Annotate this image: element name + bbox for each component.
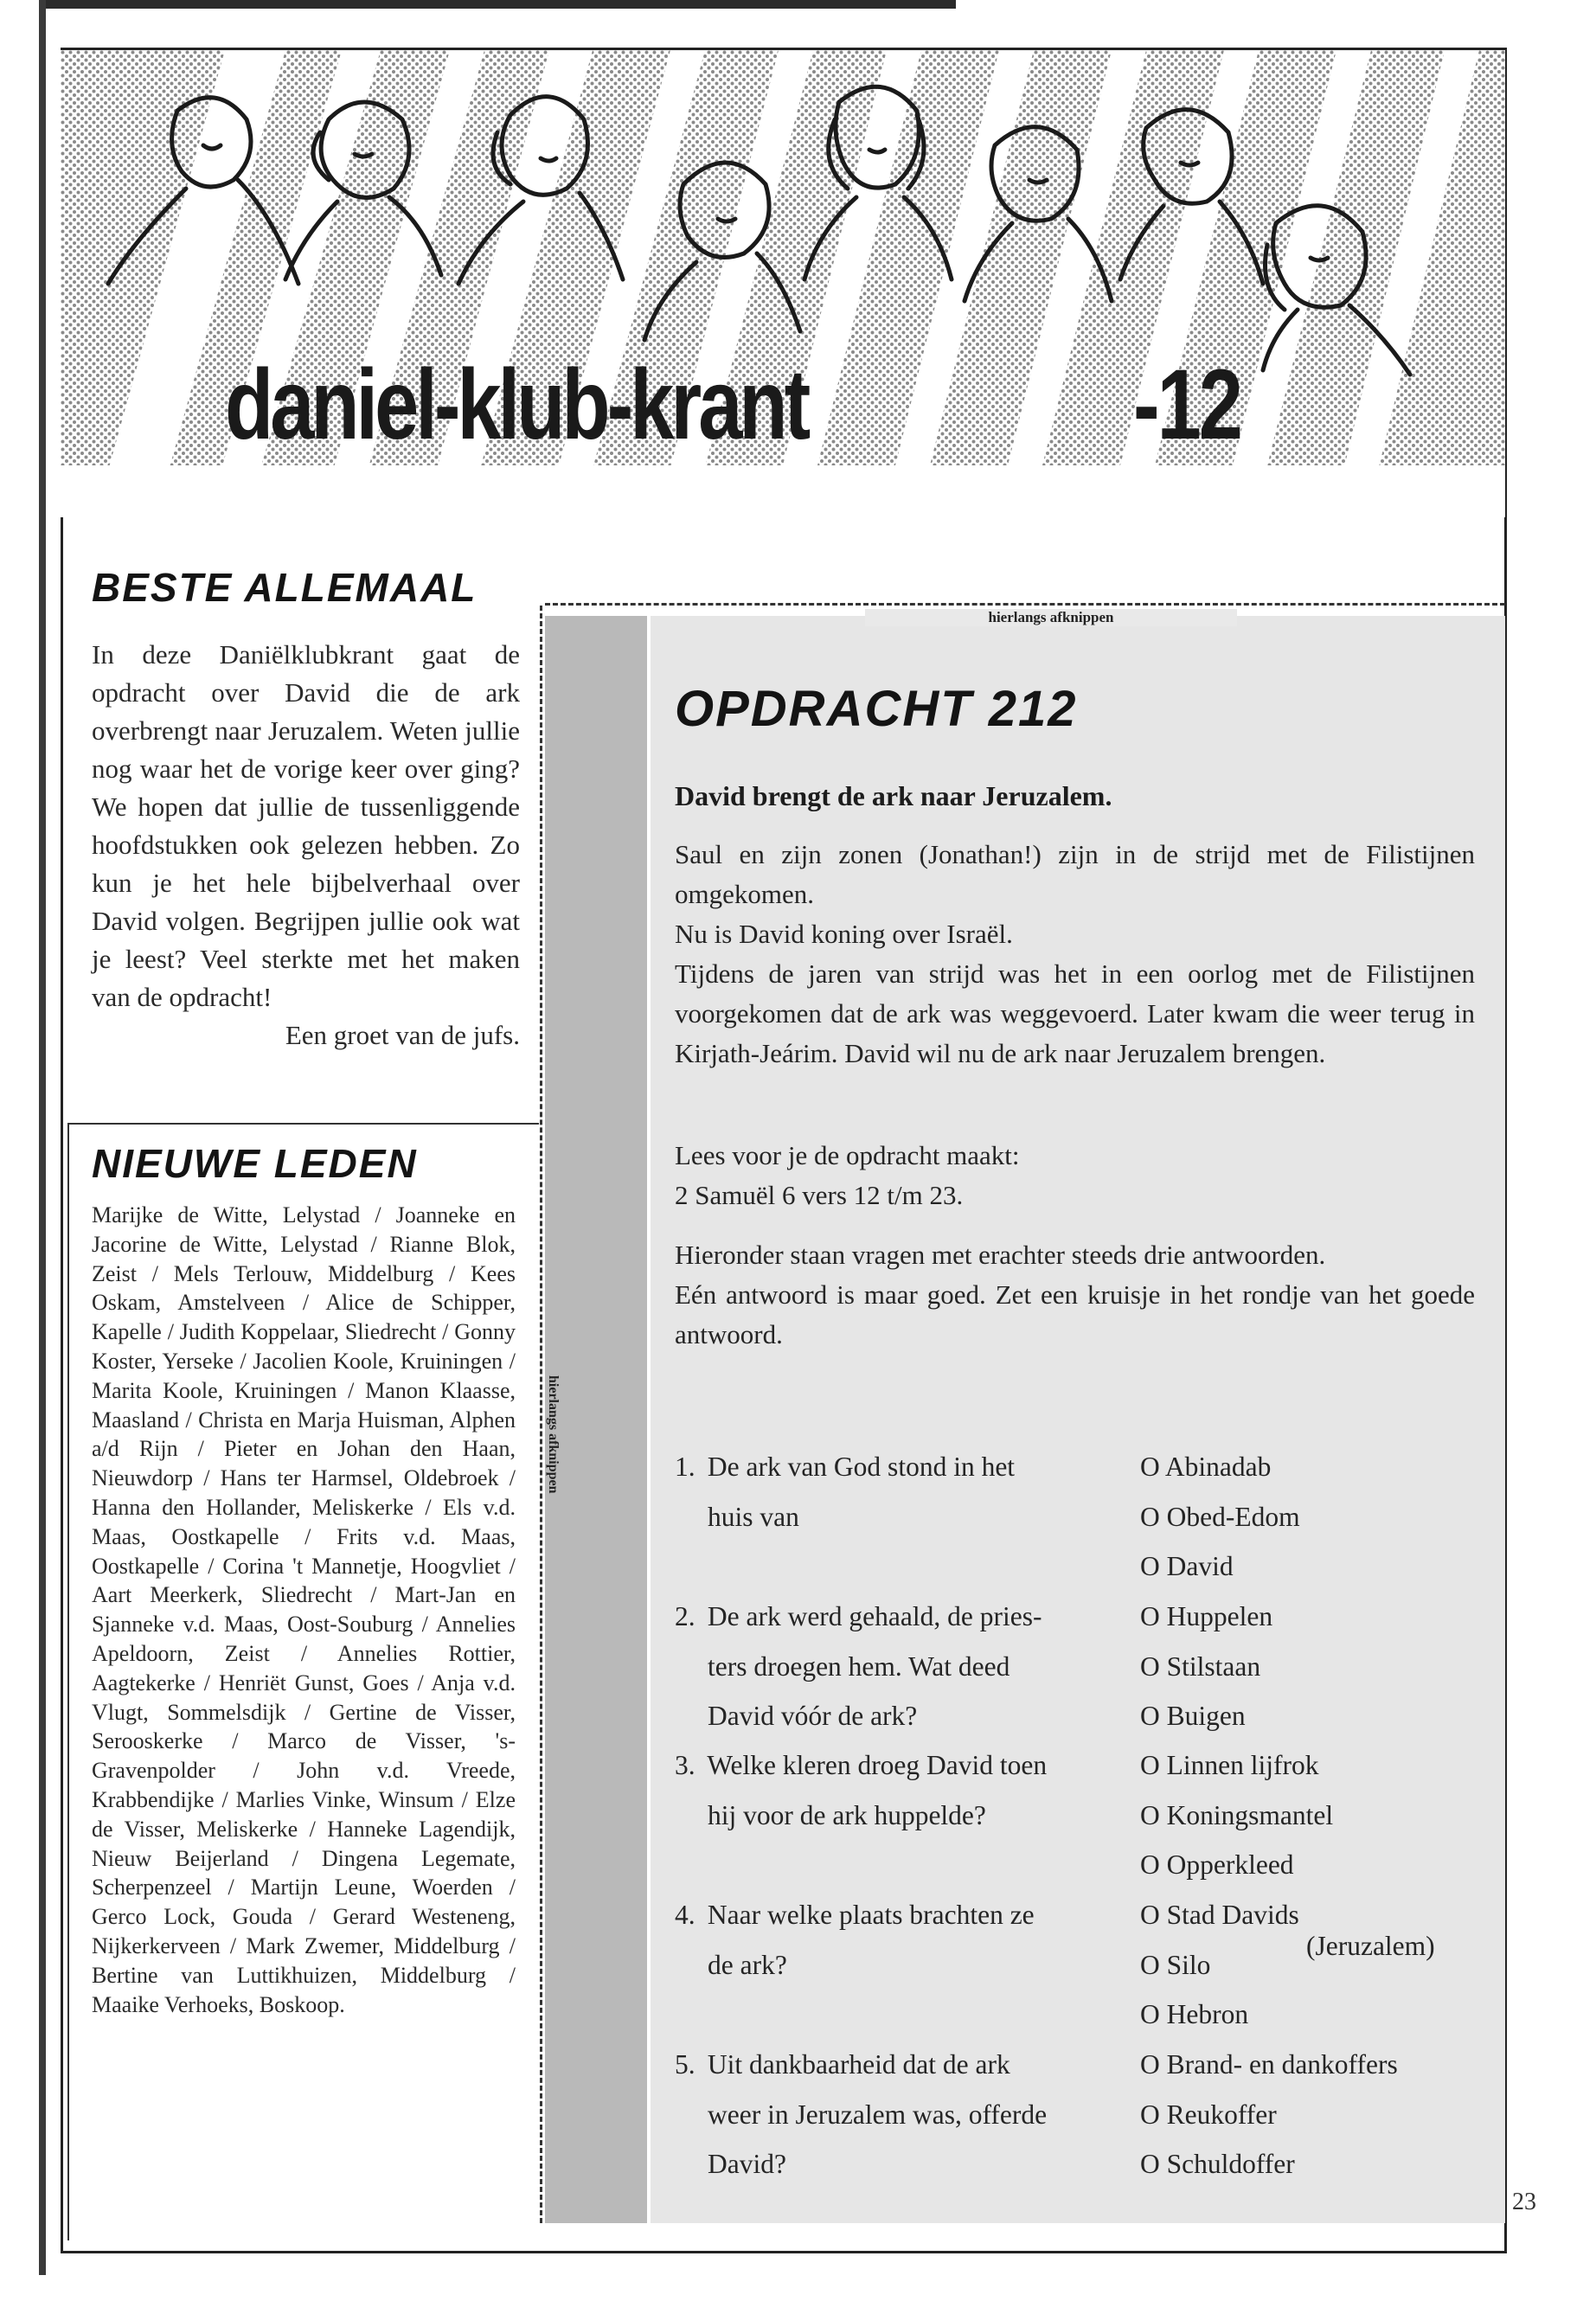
beste-allemaal-signoff: Een groet van de jufs.: [285, 1020, 520, 1050]
question-line: De ark van God stond in het: [707, 1452, 1016, 1482]
question-number: 5.: [675, 2049, 695, 2080]
answer-options-3: [1140, 1740, 1333, 1890]
question-3: [675, 1740, 1125, 1840]
question-5: [675, 2040, 1125, 2189]
answer-options-5: [1140, 2040, 1398, 2189]
answer-options-2: [1140, 1592, 1272, 1741]
issue-number: -12: [1133, 349, 1240, 460]
answer-option[interactable]: O Koningsmantel: [1140, 1799, 1334, 1830]
question-line: Naar welke plaats brachten ze: [707, 1900, 1035, 1930]
answer-option[interactable]: O Opperkleed: [1140, 1849, 1294, 1880]
question-number: 2.: [675, 1601, 695, 1631]
stad-davids-note: (Jeruzalem): [1306, 1931, 1435, 1961]
beste-allemaal-heading: BESTE ALLEMAAL: [92, 565, 478, 610]
answer-option[interactable]: O Brand- en dankoffers: [1140, 2049, 1398, 2080]
cut-label-horizontal: hierlangs afknippen: [865, 609, 1237, 626]
question-number: 3.: [675, 1750, 695, 1780]
question-number: 4.: [675, 1900, 695, 1930]
answer-option[interactable]: O Stad Davids: [1140, 1900, 1299, 1930]
answer-option[interactable]: O David: [1140, 1551, 1234, 1581]
instruction-paragraph: Eén antwoord is maar goed. Zet een kruisje in het rondje van het goede antwoord.: [675, 1279, 1475, 1349]
instructions: [675, 1235, 1475, 1355]
masthead-title: daniel-klub-krant: [225, 349, 808, 460]
opdracht-subtitle: David brengt de ark naar Jeruzalem.: [675, 780, 1112, 811]
answer-option[interactable]: O Silo: [1140, 1949, 1211, 1980]
page-number: 23: [1512, 2189, 1536, 2215]
question-line: Welke kleren droeg David toen: [707, 1750, 1048, 1780]
answer-option[interactable]: O Obed-Edom: [1140, 1501, 1300, 1532]
answer-option[interactable]: O Hebron: [1140, 1999, 1249, 2029]
nieuwe-leden-heading: NIEUWE LEDEN: [92, 1141, 418, 1186]
answer-option[interactable]: O Stilstaan: [1140, 1650, 1261, 1682]
answer-option[interactable]: O Reukoffer: [1140, 2099, 1277, 2130]
question-line: huis van: [708, 1501, 799, 1532]
instruction-paragraph: Hieronder staan vragen met erachter steeds drie antwoorden.: [675, 1240, 1326, 1270]
intro-paragraph: Nu is David koning over Israël.: [675, 919, 1013, 949]
scan-edge-top: [39, 0, 956, 9]
cut-label-vertical: hierlangs afknippen: [546, 1375, 561, 1494]
answer-option[interactable]: O Buigen: [1140, 1701, 1246, 1731]
question-line: David?: [708, 2149, 786, 2179]
question-4: [675, 1890, 1125, 1990]
beste-allemaal-text: [92, 636, 520, 1054]
question-line: weer in Jeruzalem was, offerde: [708, 2099, 1048, 2130]
bible-reference: 2 Samuël 6 vers 12 t/m 23.: [675, 1180, 964, 1210]
opdracht-intro: [675, 835, 1475, 1074]
question-line: hij voor de ark huppelde?: [708, 1799, 986, 1830]
nieuwe-leden-list: Marijke de Witte, Lelystad / Joanneke en Jacorine de Witte, Lelystad / Rianne Blok, Zeist / Mels Terlouw, Middelburg / Kees Oskam, Amstelveen / Alice de Schipper, Kapelle / Judith Koppelaar, Sliedrecht / Gonny Koster, Yerseke / Jacolien Koole, Kruiningen / Marita Koole, Kruiningen / Manon Klaasse, Maasland / Christa en Marja Huisman, Alphen a/d Rijn / Pieter en Johan den Haan, Nieuwdorp / Hans ter Harmsel, Oldebroek / Hanna den Hollander, Meliskerke / Els v.d. Maas, Oostkapelle / Frits v.d. Maas, Oostkapelle / Corina 't Mannetje, Hoogvliet / Aart Meerkerk, Sliedrecht / Mart-Jan en Sjanneke v.d. Maas, Oost-Souburg / Annelies Apeldoorn, Zeist / Annelies Rottier, Aagtekerke / Henriët Gunst, Goes / Anja v.d. Vlugt, Sommelsdijk / Gertine de Visser, Serooskerke / Marco de Visser, 's-Gravenpolder / John v.d. Vreede, Krabbendijke / Marlies Vinke, Winsum / Elze de Visser, Meliskerke / Hanneke Lagendijk, Nieuw Beijerland / Dingena Legemate, Scherpenzeel / Martijn Leune, Woerden / Gerco Lock, Gouda / Gerard Westeneng, Nijkerkerveen / Mark Zwemer, Middelburg / Bertine van Luttikhuizen, Middelburg / Maaike Verhoeks, Boskoop.: [92, 1202, 516, 2017]
scan-edge-left: [39, 0, 46, 2275]
answer-option[interactable]: O Abinadab: [1140, 1452, 1272, 1482]
masthead-banner: [61, 50, 1505, 517]
opdracht-heading: OPDRACHT 212: [675, 681, 1078, 737]
question-2: [675, 1592, 1125, 1741]
answer-option[interactable]: O Schuldoffer: [1140, 2149, 1295, 2179]
answer-options-4: [1140, 1890, 1299, 2040]
read-first-label: Lees voor je de opdracht maakt:: [675, 1140, 1020, 1170]
cut-line-vertical: [540, 606, 542, 2223]
intro-paragraph: Saul en zijn zonen (Jonathan!) zijn in de strijd met de Filistijnen omgekomen.: [675, 839, 1475, 909]
answer-option[interactable]: O Linnen lijfrok: [1140, 1750, 1319, 1780]
beste-allemaal-body: In deze Daniëlklubkrant gaat de opdracht over David die de ark overbrengt naar Jeruzalem. Weten jullie nog waar het de vorige keer over ging? We hopen dat jullie de tussenliggende hoofdstukken ook gelezen hebben. Zo kun je het hele bijbelverhaal over David volgen. Begrijpen jullie ook wat je leest? Veel sterkte met het maken van de opdracht!: [92, 639, 520, 1012]
question-1: [675, 1442, 1125, 1541]
read-first: [675, 1136, 1475, 1215]
question-line: David vóór de ark?: [708, 1701, 918, 1731]
intro-paragraph: Tijdens de jaren van strijd was het in een oorlog met de Filistijnen voorgekomen dat de ark was weggevoerd. Later kwam die weer terug in Kirjath-Jeárim. David wil nu de ark naar Jeruzalem brengen.: [675, 958, 1475, 1068]
question-line: De ark werd gehaald, de pries-: [707, 1601, 1042, 1631]
question-line: Uit dankbaarheid dat de ark: [707, 2049, 1010, 2080]
answer-options-1: [1140, 1442, 1300, 1592]
question-number: 1.: [675, 1452, 695, 1482]
answer-option[interactable]: O Huppelen: [1140, 1601, 1273, 1631]
question-line: ters droegen hem. Wat deed: [708, 1650, 1010, 1682]
cut-line-horizontal: [545, 603, 1505, 606]
question-line: de ark?: [708, 1949, 787, 1980]
